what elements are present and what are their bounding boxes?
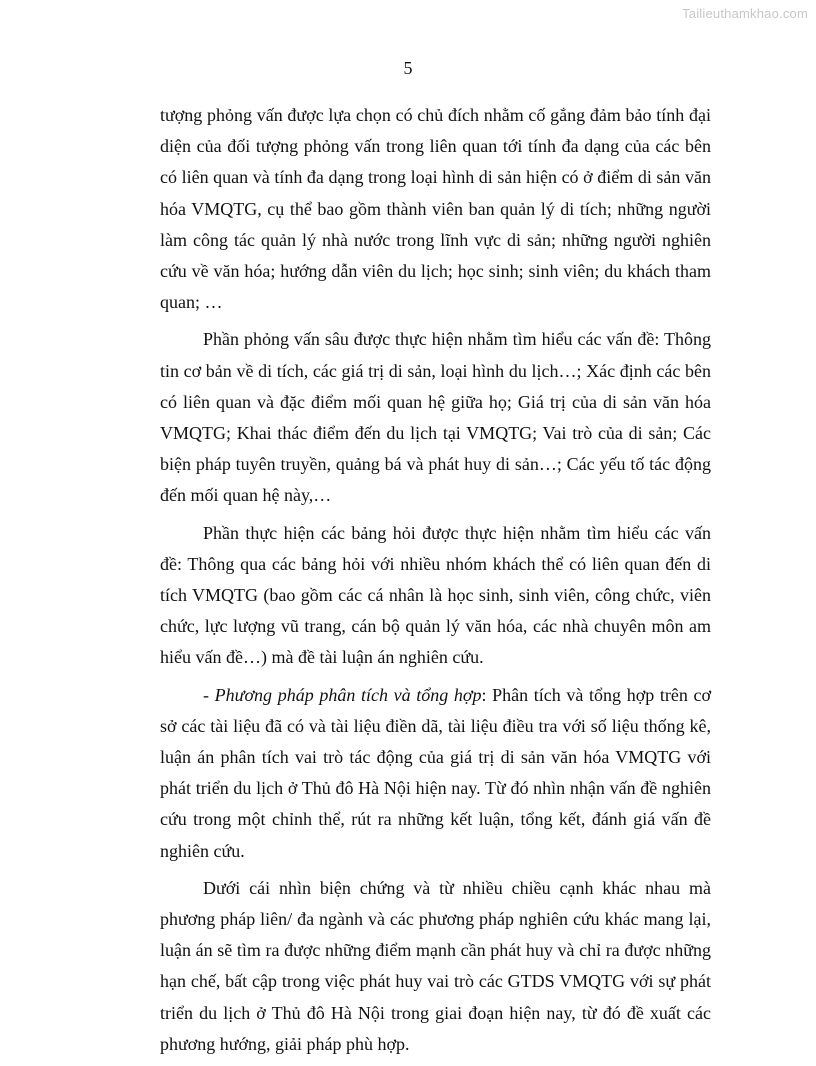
paragraph-analysis-synthesis-method — [160, 680, 711, 867]
page-number: 5 — [403, 58, 413, 78]
method-name: Phương pháp phân tích và tổng hợp — [214, 684, 482, 705]
paragraph-conclusion: Dưới cái nhìn biện chứng và từ nhiều chiều cạnh khác nhau mà phương pháp liên/ đa ngành và các phương pháp nghiên cứu khác mang lại, luận án sẽ tìm ra được những điểm mạnh cần phát huy và chỉ ra được những hạn chế, bất cập trong việc phát huy vai trò các GTDS VMQTG với sự phát triển du lịch ở Thủ đô Hà Nội trong giai đoạn hiện nay, từ đó đề xuất các phương hướng, giải pháp phù hợp. — [160, 877, 711, 1054]
watermark: Tailieuthamkhao.com — [682, 6, 808, 21]
paragraph-questionnaire: Phần thực hiện các bảng hỏi được thực hiện nhằm tìm hiểu các vấn đề: Thông qua các bảng hỏi với nhiều nhóm khách thể có liên quan đến di tích VMQTG (bao gồm các cá nhân là học sinh, sinh viên, công chức, viên chức, lực lượng vũ trang, cán bộ quản lý văn hóa, các nhà chuyên môn am hiểu vấn đề…) mà đề tài luận án nghiên cứu. — [160, 522, 711, 668]
list-dash: - — [203, 684, 215, 705]
document-body — [160, 100, 711, 1066]
paragraph-in-depth-interview: Phần phỏng vấn sâu được thực hiện nhằm tìm hiểu các vấn đề: Thông tin cơ bản về di tích, các giá trị di sản, loại hình du lịch…; Xác định các bên có liên quan và đặc điểm mối quan hệ giữa họ; Giá trị của di sản văn hóa VMQTG; Khai thác điểm đến du lịch tại VMQTG; Vai trò của di sản; Các biện pháp tuyên truyền, quảng bá và phát huy di sản…; Các yếu tố tác động đến mối quan hệ này,… — [160, 329, 711, 506]
paragraph-interview-subjects: tượng phỏng vấn được lựa chọn có chủ đích nhằm cố gắng đảm bảo tính đại diện của đối tượng phỏng vấn trong liên quan tới tính đa dạng của các bên có liên quan và tính đa dạng trong loại hình di sản hiện có ở điểm di sản văn hóa VMQTG, cụ thể bao gồm thành viên ban quản lý di tích; những người làm công tác quản lý nhà nước trong lĩnh vực di sản; những người nghiên cứu về văn hóa; hướng dẫn viên du lịch; học sinh; sinh viên; du khách tham quan; … — [160, 105, 711, 313]
method-description: : Phân tích và tổng hợp trên cơ sở các tài liệu đã có và tài liệu điền dã, tài liệu điều tra với số liệu thống kê, luận án phân tích vai trò tác động của giá trị di sản văn hóa VMQTG với phát triển du lịch ở Thủ đô Hà Nội hiện nay. Từ đó nhìn nhận vấn đề nghiên cứu trong một chỉnh thể, rút ra những kết luận, tổng kết, đánh giá vấn đề nghiên cứu. — [160, 684, 711, 861]
